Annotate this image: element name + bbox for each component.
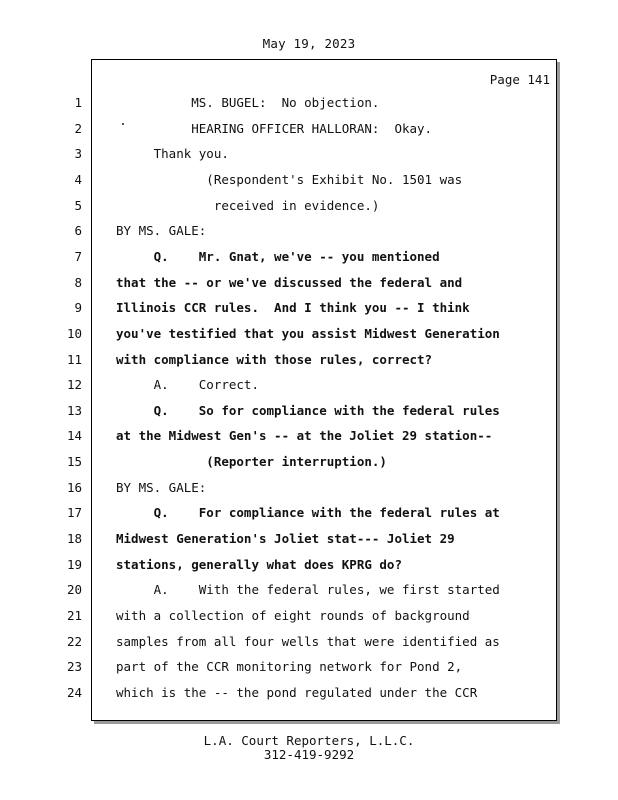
line-text: which is the -- the pond regulated under the CCR [116,685,478,700]
line-text: MS. BUGEL: No objection. [116,95,380,110]
line-number: 2 [74,121,82,136]
line-number: 8 [74,275,82,290]
page-number: Page 141 [489,72,550,87]
footer-phone: 312-419-9292 [263,747,355,762]
line-number: 15 [66,454,82,469]
line-text: Thank you. [116,146,229,161]
line-text: part of the CCR monitoring network for Pond 2, [116,659,463,674]
line-text: stations, generally what does KPRG do? [116,557,402,572]
line-number: 4 [74,172,82,187]
line-number: 3 [74,146,82,161]
line-number: 22 [66,634,82,649]
line-text: with a collection of eight rounds of background [116,608,470,623]
line-number: 5 [74,198,82,213]
line-number: 12 [66,377,82,392]
line-number: 11 [66,352,82,367]
line-text: received in evidence.) [116,198,380,213]
line-text: with compliance with those rules, correct? [116,352,433,367]
line-number: 21 [66,608,82,623]
page-date: May 19, 2023 [262,36,356,51]
line-text: A. With the federal rules, we first started [116,582,500,597]
line-number: 1 [74,95,82,110]
footer [0,734,618,762]
line-text: (Respondent's Exhibit No. 1501 was [116,172,463,187]
line-text: at the Midwest Gen's -- at the Joliet 29 station-- [116,428,493,443]
footer-company: L.A. Court Reporters, L.L.C. [203,733,415,748]
line-text: BY MS. GALE: [116,480,207,495]
line-number: 16 [66,480,82,495]
line-text: (Reporter interruption.) [116,454,387,469]
line-number: 6 [74,223,82,238]
line-text: BY MS. GALE: [116,223,207,238]
line-number: 7 [74,249,82,264]
line-text: you've testified that you assist Midwest Generation [116,326,500,341]
line-text: A. Correct. [116,377,259,392]
line-number: 24 [66,685,82,700]
line-text: HEARING OFFICER HALLORAN: Okay. [116,121,433,136]
line-text: Q. For compliance with the federal rules at [116,505,500,520]
line-number: 13 [66,403,82,418]
line-number: 19 [66,557,82,572]
line-text: Illinois CCR rules. And I think you -- I think [116,300,470,315]
line-number: 23 [66,659,82,674]
line-number: 14 [66,428,82,443]
line-text: that the -- or we've discussed the federal and [116,275,463,290]
line-text: Q. Mr. Gnat, we've -- you mentioned [116,249,440,264]
line-number: 20 [66,582,82,597]
line-number: 17 [66,505,82,520]
line-number: 9 [74,300,82,315]
line-number: 18 [66,531,82,546]
line-text: Midwest Generation's Joliet stat--- Joliet 29 [116,531,455,546]
line-text: Q. So for compliance with the federal rules [116,403,500,418]
line-text: samples from all four wells that were identified as [116,634,500,649]
line-number: 10 [66,326,82,341]
